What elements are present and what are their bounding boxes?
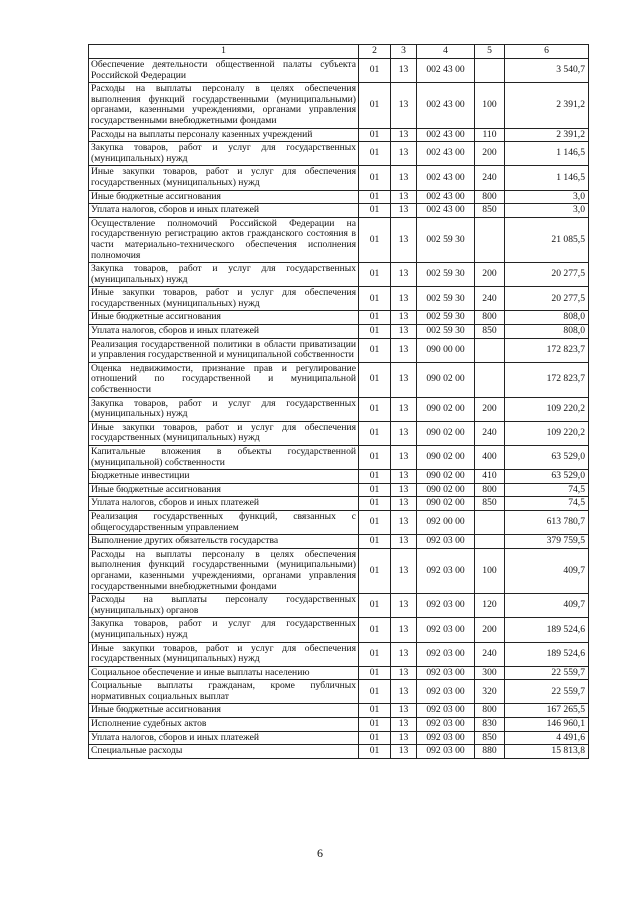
expense-type-cell: [475, 510, 505, 534]
table-row: [89, 397, 589, 421]
table-row: [89, 128, 589, 142]
amount-cell: 167 265,5: [505, 704, 589, 718]
expense-type-cell: 850: [475, 497, 505, 511]
target-article-cell: 092 03 00: [417, 666, 475, 680]
table-row: [89, 718, 589, 732]
table-row: [89, 731, 589, 745]
amount-cell: 74,5: [505, 483, 589, 497]
table-row: [89, 642, 589, 666]
target-article-cell: 092 03 00: [417, 535, 475, 549]
expense-type-cell: [475, 362, 505, 397]
target-article-cell: 090 02 00: [417, 483, 475, 497]
subsection-code-cell: 13: [391, 497, 417, 511]
expense-type-cell: 110: [475, 128, 505, 142]
expense-name-cell: Иные закупки товаров, работ и услуг для обеспечения государственных (муниципальных) нужд: [89, 642, 359, 666]
section-code-cell: 01: [359, 731, 391, 745]
section-code-cell: 01: [359, 421, 391, 445]
expense-type-cell: [475, 338, 505, 362]
subsection-code-cell: 13: [391, 470, 417, 484]
target-article-cell: 092 03 00: [417, 618, 475, 642]
amount-cell: 109 220,2: [505, 421, 589, 445]
expense-name-cell: Специальные расходы: [89, 745, 359, 759]
target-article-cell: 092 03 00: [417, 680, 475, 704]
table-row: [89, 510, 589, 534]
target-article-cell: 002 43 00: [417, 142, 475, 166]
section-code-cell: 01: [359, 510, 391, 534]
target-article-cell: 090 02 00: [417, 362, 475, 397]
expense-type-cell: 800: [475, 311, 505, 325]
subsection-code-cell: 13: [391, 397, 417, 421]
table-row: [89, 142, 589, 166]
target-article-cell: 090 00 00: [417, 338, 475, 362]
header-col-1: 1: [89, 45, 359, 59]
expense-name-cell: Социальные выплаты гражданам, кроме публичных нормативных социальных выплат: [89, 680, 359, 704]
target-article-cell: 092 03 00: [417, 718, 475, 732]
subsection-code-cell: 13: [391, 421, 417, 445]
table-row: [89, 217, 589, 262]
target-article-cell: 090 02 00: [417, 397, 475, 421]
section-code-cell: 01: [359, 311, 391, 325]
amount-cell: 2 391,2: [505, 128, 589, 142]
budget-table-body: [89, 45, 589, 759]
section-code-cell: 01: [359, 190, 391, 204]
section-code-cell: 01: [359, 446, 391, 470]
table-row: [89, 666, 589, 680]
subsection-code-cell: 13: [391, 510, 417, 534]
table-row: [89, 446, 589, 470]
target-article-cell: 092 00 00: [417, 510, 475, 534]
target-article-cell: 090 02 00: [417, 421, 475, 445]
table-row: [89, 83, 589, 128]
section-code-cell: 01: [359, 745, 391, 759]
subsection-code-cell: 13: [391, 204, 417, 218]
expense-name-cell: Расходы на выплаты персоналу казенных учреждений: [89, 128, 359, 142]
expense-type-cell: 410: [475, 470, 505, 484]
section-code-cell: 01: [359, 59, 391, 83]
table-row: [89, 311, 589, 325]
page-number: 6: [317, 846, 323, 860]
target-article-cell: 092 03 00: [417, 642, 475, 666]
section-code-cell: 01: [359, 338, 391, 362]
subsection-code-cell: 13: [391, 548, 417, 593]
target-article-cell: 002 43 00: [417, 190, 475, 204]
subsection-code-cell: 13: [391, 704, 417, 718]
section-code-cell: 01: [359, 548, 391, 593]
subsection-code-cell: 13: [391, 718, 417, 732]
expense-type-cell: [475, 535, 505, 549]
expense-type-cell: 240: [475, 287, 505, 311]
subsection-code-cell: 13: [391, 362, 417, 397]
expense-type-cell: 240: [475, 421, 505, 445]
table-row: [89, 166, 589, 190]
expense-name-cell: Реализация государственной политики в области приватизации и управления государственной и муниципальной собственности: [89, 338, 359, 362]
section-code-cell: 01: [359, 166, 391, 190]
expense-type-cell: 830: [475, 718, 505, 732]
table-row: [89, 190, 589, 204]
subsection-code-cell: 13: [391, 217, 417, 262]
expense-type-cell: 100: [475, 83, 505, 128]
expense-name-cell: Уплата налогов, сборов и иных платежей: [89, 497, 359, 511]
expense-name-cell: Социальное обеспечение и иные выплаты населению: [89, 666, 359, 680]
amount-cell: 15 813,8: [505, 745, 589, 759]
expense-type-cell: 880: [475, 745, 505, 759]
table-row: [89, 594, 589, 618]
expense-type-cell: 240: [475, 642, 505, 666]
table-row: [89, 704, 589, 718]
amount-cell: 63 529,0: [505, 446, 589, 470]
table-row: [89, 421, 589, 445]
target-article-cell: 002 59 30: [417, 311, 475, 325]
target-article-cell: 002 43 00: [417, 83, 475, 128]
expense-type-cell: 320: [475, 680, 505, 704]
expense-name-cell: Иные бюджетные ассигнования: [89, 190, 359, 204]
section-code-cell: 01: [359, 594, 391, 618]
section-code-cell: 01: [359, 263, 391, 287]
expense-type-cell: 200: [475, 618, 505, 642]
expense-type-cell: [475, 59, 505, 83]
target-article-cell: 002 59 30: [417, 217, 475, 262]
expense-type-cell: 200: [475, 397, 505, 421]
section-code-cell: 01: [359, 642, 391, 666]
amount-cell: 63 529,0: [505, 470, 589, 484]
table-header-row: [89, 45, 589, 59]
amount-cell: 409,7: [505, 594, 589, 618]
amount-cell: 379 759,5: [505, 535, 589, 549]
table-row: [89, 548, 589, 593]
expense-type-cell: 240: [475, 166, 505, 190]
subsection-code-cell: 13: [391, 483, 417, 497]
amount-cell: 22 559,7: [505, 680, 589, 704]
expense-name-cell: Иные бюджетные ассигнования: [89, 704, 359, 718]
subsection-code-cell: 13: [391, 83, 417, 128]
table-row: [89, 483, 589, 497]
target-article-cell: 092 03 00: [417, 745, 475, 759]
expense-name-cell: Закупка товаров, работ и услуг для государственных (муниципальных) нужд: [89, 618, 359, 642]
budget-table: [88, 44, 589, 759]
expense-name-cell: Закупка товаров, работ и услуг для государственных (муниципальных) нужд: [89, 263, 359, 287]
target-article-cell: 002 43 00: [417, 166, 475, 190]
subsection-code-cell: 13: [391, 287, 417, 311]
section-code-cell: 01: [359, 666, 391, 680]
section-code-cell: 01: [359, 618, 391, 642]
expense-type-cell: 850: [475, 325, 505, 339]
expense-name-cell: Выполнение других обязательств государства: [89, 535, 359, 549]
subsection-code-cell: 13: [391, 166, 417, 190]
target-article-cell: 002 43 00: [417, 59, 475, 83]
subsection-code-cell: 13: [391, 680, 417, 704]
section-code-cell: 01: [359, 470, 391, 484]
section-code-cell: 01: [359, 397, 391, 421]
section-code-cell: 01: [359, 128, 391, 142]
table-row: [89, 204, 589, 218]
section-code-cell: 01: [359, 142, 391, 166]
table-row: [89, 362, 589, 397]
target-article-cell: 002 59 30: [417, 325, 475, 339]
expense-type-cell: 300: [475, 666, 505, 680]
expense-type-cell: 400: [475, 446, 505, 470]
expense-name-cell: Капитальные вложения в объекты государственной (муниципальной) собственности: [89, 446, 359, 470]
expense-type-cell: 100: [475, 548, 505, 593]
expense-name-cell: Бюджетные инвестиции: [89, 470, 359, 484]
expense-name-cell: Закупка товаров, работ и услуг для государственных (муниципальных) нужд: [89, 397, 359, 421]
section-code-cell: 01: [359, 325, 391, 339]
expense-name-cell: Расходы на выплаты персоналу в целях обеспечения выполнения функций государственными (муниципальными) органами, казенными учреждениями, органами управления государственными внебюджетными фондами: [89, 548, 359, 593]
target-article-cell: 090 02 00: [417, 497, 475, 511]
section-code-cell: 01: [359, 362, 391, 397]
amount-cell: 808,0: [505, 311, 589, 325]
subsection-code-cell: 13: [391, 338, 417, 362]
table-row: [89, 59, 589, 83]
expense-type-cell: 800: [475, 483, 505, 497]
expense-name-cell: Иные бюджетные ассигнования: [89, 483, 359, 497]
amount-cell: 3,0: [505, 190, 589, 204]
amount-cell: 3 540,7: [505, 59, 589, 83]
amount-cell: 109 220,2: [505, 397, 589, 421]
subsection-code-cell: 13: [391, 446, 417, 470]
target-article-cell: 002 59 30: [417, 263, 475, 287]
expense-name-cell: Оценка недвижимости, признание прав и регулирование отношений по государственной и муниципальной собственности: [89, 362, 359, 397]
amount-cell: 22 559,7: [505, 666, 589, 680]
subsection-code-cell: 13: [391, 535, 417, 549]
header-col-5: 5: [475, 45, 505, 59]
header-col-3: 3: [391, 45, 417, 59]
expense-type-cell: [475, 217, 505, 262]
table-row: [89, 325, 589, 339]
amount-cell: 4 491,6: [505, 731, 589, 745]
amount-cell: 172 823,7: [505, 338, 589, 362]
table-row: [89, 745, 589, 759]
amount-cell: 3,0: [505, 204, 589, 218]
budget-table-sheet: [88, 44, 588, 759]
target-article-cell: 092 03 00: [417, 548, 475, 593]
expense-name-cell: Закупка товаров, работ и услуг для государственных (муниципальных) нужд: [89, 142, 359, 166]
expense-name-cell: Реализация государственных функций, связанных с общегосударственным управлением: [89, 510, 359, 534]
amount-cell: 1 146,5: [505, 142, 589, 166]
table-row: [89, 338, 589, 362]
subsection-code-cell: 13: [391, 263, 417, 287]
amount-cell: 20 277,5: [505, 263, 589, 287]
target-article-cell: 092 03 00: [417, 704, 475, 718]
amount-cell: 189 524,6: [505, 618, 589, 642]
expense-type-cell: 120: [475, 594, 505, 618]
table-row: [89, 497, 589, 511]
amount-cell: 74,5: [505, 497, 589, 511]
expense-name-cell: Иные закупки товаров, работ и услуг для обеспечения государственных (муниципальных) нужд: [89, 421, 359, 445]
subsection-code-cell: 13: [391, 618, 417, 642]
subsection-code-cell: 13: [391, 745, 417, 759]
expense-type-cell: 800: [475, 704, 505, 718]
section-code-cell: 01: [359, 718, 391, 732]
section-code-cell: 01: [359, 680, 391, 704]
expense-name-cell: Исполнение судебных актов: [89, 718, 359, 732]
header-col-4: 4: [417, 45, 475, 59]
expense-name-cell: Иные закупки товаров, работ и услуг для обеспечения государственных (муниципальных) нужд: [89, 166, 359, 190]
section-code-cell: 01: [359, 483, 391, 497]
target-article-cell: 002 43 00: [417, 204, 475, 218]
amount-cell: 20 277,5: [505, 287, 589, 311]
expense-name-cell: Уплата налогов, сборов и иных платежей: [89, 325, 359, 339]
expense-name-cell: Расходы на выплаты персоналу государственных (муниципальных) органов: [89, 594, 359, 618]
target-article-cell: 002 59 30: [417, 287, 475, 311]
amount-cell: 21 085,5: [505, 217, 589, 262]
subsection-code-cell: 13: [391, 128, 417, 142]
expense-type-cell: 850: [475, 204, 505, 218]
section-code-cell: 01: [359, 535, 391, 549]
amount-cell: 409,7: [505, 548, 589, 593]
expense-name-cell: Обеспечение деятельности общественной палаты субъекта Российской Федерации: [89, 59, 359, 83]
expense-type-cell: 800: [475, 190, 505, 204]
section-code-cell: 01: [359, 83, 391, 128]
subsection-code-cell: 13: [391, 190, 417, 204]
target-article-cell: 092 03 00: [417, 731, 475, 745]
expense-name-cell: Иные бюджетные ассигнования: [89, 311, 359, 325]
subsection-code-cell: 13: [391, 142, 417, 166]
amount-cell: 2 391,2: [505, 83, 589, 128]
subsection-code-cell: 13: [391, 325, 417, 339]
amount-cell: 613 780,7: [505, 510, 589, 534]
amount-cell: 172 823,7: [505, 362, 589, 397]
expense-type-cell: 200: [475, 263, 505, 287]
section-code-cell: 01: [359, 287, 391, 311]
section-code-cell: 01: [359, 497, 391, 511]
subsection-code-cell: 13: [391, 594, 417, 618]
expense-type-cell: 200: [475, 142, 505, 166]
expense-type-cell: 850: [475, 731, 505, 745]
subsection-code-cell: 13: [391, 311, 417, 325]
table-row: [89, 535, 589, 549]
target-article-cell: 092 03 00: [417, 594, 475, 618]
section-code-cell: 01: [359, 204, 391, 218]
table-row: [89, 470, 589, 484]
target-article-cell: 002 43 00: [417, 128, 475, 142]
amount-cell: 146 960,1: [505, 718, 589, 732]
section-code-cell: 01: [359, 217, 391, 262]
target-article-cell: 090 02 00: [417, 470, 475, 484]
amount-cell: 189 524,6: [505, 642, 589, 666]
header-col-6: 6: [505, 45, 589, 59]
expense-name-cell: Уплата налогов, сборов и иных платежей: [89, 731, 359, 745]
expense-name-cell: Осуществление полномочий Российской Федерации на государственную регистрацию актов гражданского состояния в части материально-технического обеспечения исполнения полномочия: [89, 217, 359, 262]
amount-cell: 808,0: [505, 325, 589, 339]
header-col-2: 2: [359, 45, 391, 59]
table-row: [89, 287, 589, 311]
subsection-code-cell: 13: [391, 731, 417, 745]
expense-name-cell: Расходы на выплаты персоналу в целях обеспечения выполнения функций государственными (муниципальными) органами, казенными учреждениями, органами управления государственными внебюджетными фондами: [89, 83, 359, 128]
table-row: [89, 263, 589, 287]
expense-name-cell: Уплата налогов, сборов и иных платежей: [89, 204, 359, 218]
subsection-code-cell: 13: [391, 642, 417, 666]
section-code-cell: 01: [359, 704, 391, 718]
table-row: [89, 618, 589, 642]
table-row: [89, 680, 589, 704]
expense-name-cell: Иные закупки товаров, работ и услуг для обеспечения государственных (муниципальных) нужд: [89, 287, 359, 311]
target-article-cell: 090 02 00: [417, 446, 475, 470]
subsection-code-cell: 13: [391, 666, 417, 680]
subsection-code-cell: 13: [391, 59, 417, 83]
amount-cell: 1 146,5: [505, 166, 589, 190]
